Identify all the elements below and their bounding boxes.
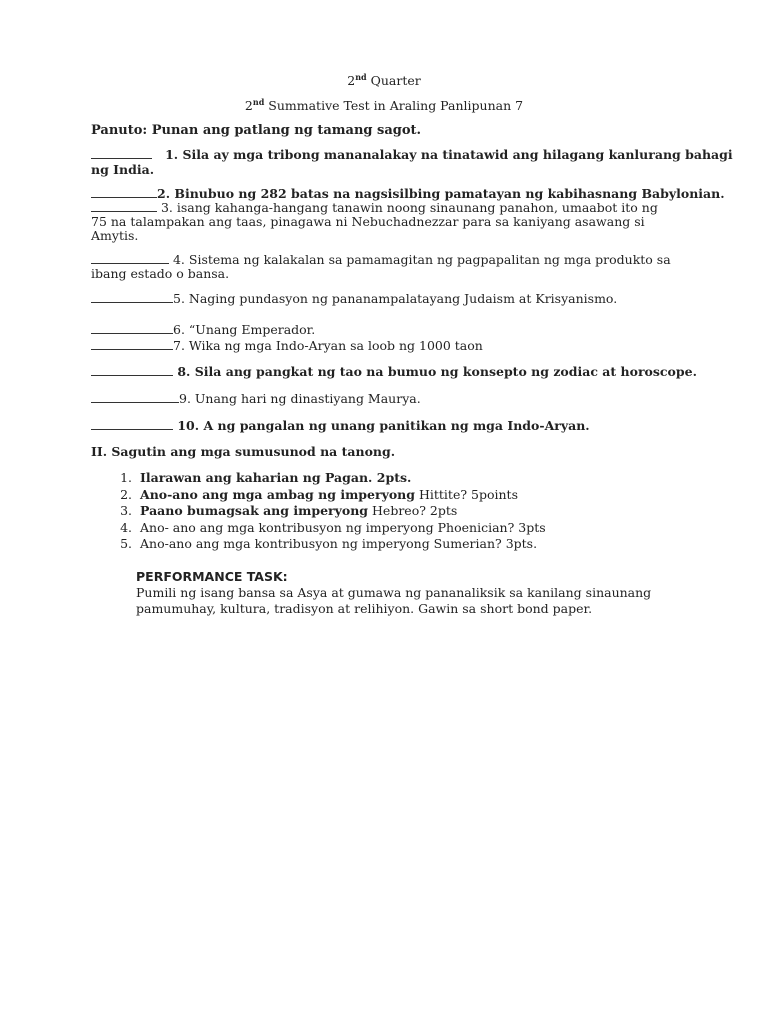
part2-heading: II. Sagutin ang mga sumusunod na tanong. <box>91 444 396 459</box>
item-4 <box>91 252 671 267</box>
list-item <box>136 520 546 537</box>
list-item <box>136 503 546 520</box>
item-2-text: 2. Binubuo ng 282 batas na nagsisilbing pamatayan ng kabihasnang Babylonian. <box>157 186 725 201</box>
item-6 <box>91 322 315 337</box>
item-2 <box>91 186 725 201</box>
item-10 <box>91 418 590 433</box>
answer-blank[interactable] <box>91 252 169 264</box>
question-5-normal: Ano-ano ang mga kontribusyon ng imperyong Sumerian? 3pts. <box>140 536 538 551</box>
item-3-text: 3. isang kahanga-hangang tanawin noong sinaunang panahon, umaabot ito ng <box>160 200 658 215</box>
part2-questions-list <box>112 470 546 553</box>
test-number: 2 <box>244 98 253 114</box>
list-item <box>136 470 546 487</box>
test-title-text: Summative Test in Araling Panlipunan 7 <box>268 98 524 114</box>
quarter-superscript: nd <box>355 72 367 82</box>
performance-task <box>136 569 651 617</box>
item-3-cont-2: Amytis. <box>91 228 139 243</box>
question-1-bold: Ilarawan ang kaharian ng Pagan. 2pts. <box>140 470 412 485</box>
item-9-text: 9. Unang hari ng dinastiyang Maurya. <box>179 391 421 406</box>
answer-blank[interactable] <box>91 186 157 198</box>
answer-blank[interactable] <box>91 322 173 334</box>
item-1-cont: ng India. <box>91 162 155 177</box>
item-4-cont: ibang estado o bansa. <box>91 266 230 281</box>
list-item <box>136 536 546 553</box>
question-2-bold: Ano-ano ang mga ambag ng imperyong <box>140 486 416 502</box>
performance-task-line-1: Pumili ng isang bansa sa Asya at gumawa ng pananaliksik sa kanilang sinaunang <box>136 585 652 600</box>
question-2-normal: Hittite? 5points <box>415 486 518 502</box>
answer-blank[interactable] <box>91 147 152 159</box>
answer-blank[interactable] <box>91 391 179 403</box>
item-4-text: 4. Sistema ng kalakalan sa pamamagitan ng pagpapalitan ng mga produkto sa <box>172 252 671 267</box>
item-7 <box>91 338 483 353</box>
instructions: Panuto: Punan ang patlang ng tamang sagot. <box>91 123 422 138</box>
answer-blank[interactable] <box>91 364 173 376</box>
item-1-text: 1. Sila ay mga tribong mananalakay na tinatawid ang hilagang kanlurang bahagi <box>165 147 733 162</box>
item-3-cont-1: 75 na talampakan ang taas, pinagawa ni Nebuchadnezzar para sa kaniyang asawang si <box>91 214 645 229</box>
quarter-number: 2 <box>347 73 356 89</box>
item-5 <box>91 291 617 306</box>
item-1 <box>91 147 733 162</box>
item-6-text: 6. “Unang Emperador. <box>173 322 316 337</box>
item-3 <box>91 200 658 215</box>
quarter-word: Quarter <box>370 73 421 89</box>
item-7-text: 7. Wika ng mga Indo-Aryan sa loob ng 1000 taon <box>173 338 483 353</box>
question-4-normal: Ano- ano ang mga kontribusyon ng imperyong Phoenician? 3pts <box>140 519 546 535</box>
performance-task-title: PERFORMANCE TASK: <box>136 569 288 584</box>
answer-blank[interactable] <box>91 291 173 303</box>
item-9 <box>91 391 421 406</box>
item-8-text: 8. Sila ang pangkat ng tao na bumuo ng konsepto ng zodiac at horoscope. <box>177 364 697 379</box>
answer-blank[interactable] <box>91 338 173 350</box>
question-3-normal: Hebreo? 2pts <box>368 503 458 518</box>
test-title <box>0 97 768 113</box>
answer-blank[interactable] <box>91 200 157 212</box>
test-superscript: nd <box>252 97 265 107</box>
item-8 <box>91 364 697 379</box>
item-10-text: 10. A ng pangalan ng unang panitikan ng mga Indo-Aryan. <box>177 418 590 433</box>
performance-task-line-2: pamumuhay, kultura, tradisyon at relihiyon. Gawin sa short bond paper. <box>136 601 593 616</box>
answer-blank[interactable] <box>91 418 173 430</box>
list-item <box>136 487 546 504</box>
item-5-text: 5. Naging pundasyon ng pananampalatayang Judaism at Krisyanismo. <box>173 291 618 306</box>
quarter-heading <box>0 72 768 88</box>
question-3-bold: Paano bumagsak ang imperyong <box>140 503 369 518</box>
